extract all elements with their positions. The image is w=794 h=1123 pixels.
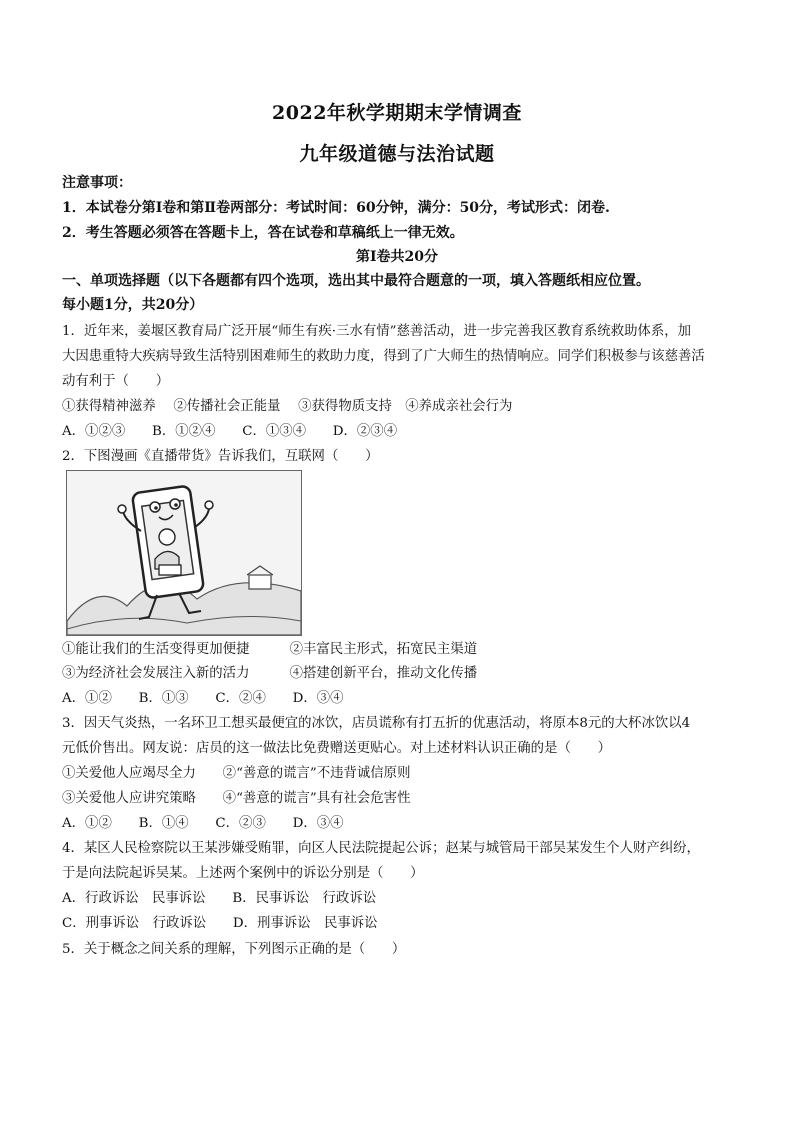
q2-options: A．①② B．①③ C．②④ D．③④ — [62, 691, 344, 706]
q4-stem: 4．某区人民检察院以王某涉嫌受贿罪，向区人民法院提起公诉；赵某与城管局干部吴某发生个人财产纠纷， — [62, 841, 700, 856]
exam-title: 2022年秋学期期末学情调查 — [272, 102, 522, 124]
exam-subtitle: 九年级道德与法治试题 — [299, 143, 495, 165]
q4-stem: 于是向法院起诉吴某。上述两个案例中的诉讼分别是（ ） — [62, 866, 424, 881]
q4-options: A．行政诉讼 民事诉讼 B．民事诉讼 行政诉讼 — [62, 891, 377, 906]
q3-statements: ①关爱他人应竭尽全力 ②“善意的谎言”不违背诚信原则 — [62, 766, 411, 781]
comic-illustration — [67, 471, 301, 635]
q3-stem: 元低价售出。网友说：店员的这一做法比免费赠送更贴心。对上述材料认识正确的是（ ） — [62, 741, 612, 756]
q1-stem: 1．近年来，姜堰区教育局广泛开展“师生有疾·三水有情”慈善活动，进一步完善我区教育系统救助体系，加 — [62, 324, 692, 339]
q1-statements: ①获得精神滋养 ②传播社会正能量 ③获得物质支持 ④养成亲社会行为 — [62, 399, 513, 414]
q5-stem: 5．关于概念之间关系的理解，下列图示正确的是（ ） — [62, 942, 406, 957]
comic-image — [66, 470, 302, 636]
q1-stem: 大因患重特大疾病导致生活特别困难师生的救助力度，得到了广大师生的热情响应。同学们积极参与该慈善活 — [62, 349, 705, 364]
q3-statements: ③关爱他人应讲究策略 ④“善意的谎言”具有社会危害性 — [62, 791, 411, 806]
q3-stem: 3．因天气炎热，一名环卫工想买最便宜的冰饮，店员谎称有打五折的优惠活动，将原本8元的大杯冰饮以4 — [62, 716, 691, 731]
q4-options: C．刑事诉讼 行政诉讼 D．刑事诉讼 民事诉讼 — [62, 916, 378, 931]
q2-statements: ①能让我们的生活变得更加便捷 ②丰富民主形式，拓宽民主渠道 — [62, 642, 478, 657]
q2-stem: 2．下图漫画《直播带货》告诉我们，互联网（ ） — [62, 449, 379, 464]
notice-item: 1．本试卷分第Ⅰ卷和第Ⅱ卷两部分：考试时间：60分钟，满分：50分，考试形式：闭卷. — [62, 200, 610, 216]
q3-options: A．①② B．①④ C．②③ D．③④ — [62, 816, 344, 831]
section-title: 第Ⅰ卷共20分 — [355, 249, 439, 265]
section-instruction: 每小题1分，共20分） — [62, 297, 204, 313]
q1-options: A．①②③ B．①②④ C．①③④ D．②③④ — [62, 424, 398, 439]
q2-statements: ③为经济社会发展注入新的活力 ④搭建创新平台，推动文化传播 — [62, 666, 478, 681]
q1-stem: 动有利于（ ） — [62, 374, 170, 389]
section-instruction: 一、单项选择题（以下各题都有四个选项，选出其中最符合题意的一项，填入答题纸相应位置。 — [62, 273, 650, 289]
notice-item: 2．考生答题必须答在答题卡上，答在试卷和草稿纸上一律无效。 — [62, 225, 464, 241]
notice-heading: 注意事项： — [62, 175, 132, 191]
